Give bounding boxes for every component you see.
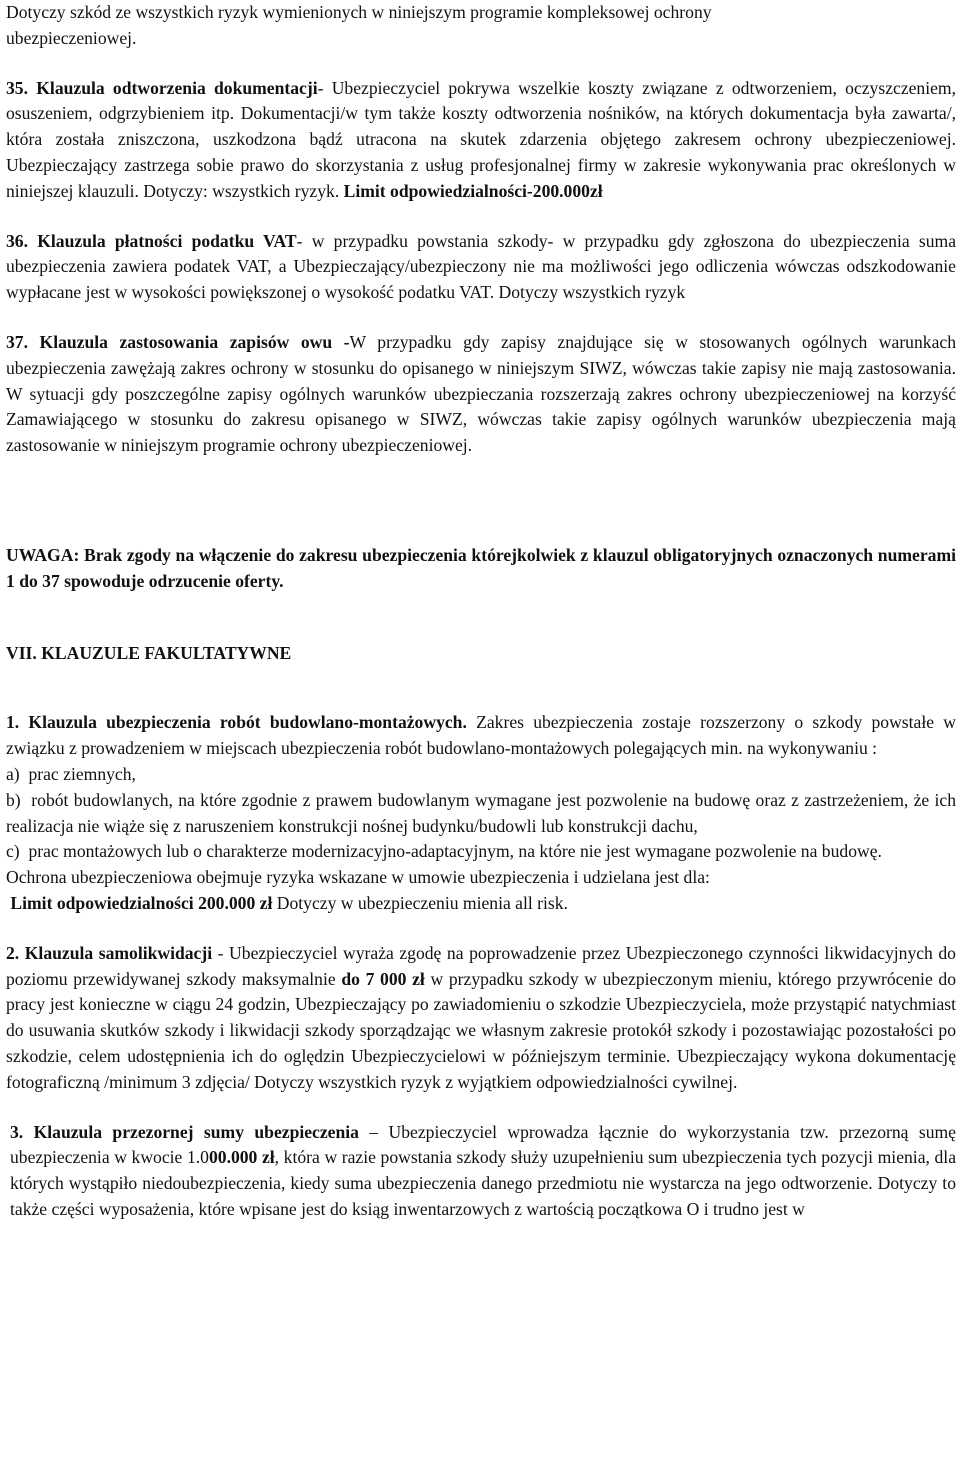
facultative-clause-1 — [6, 710, 956, 762]
facultative-clause-2-text1: - Ubezpieczyciel wyraża zgodę na poprowadzenie przez Ubezpieczonego czynności likwidacyjnych do poziomu przewidywanej szkody maksymalnie — [6, 942, 956, 989]
facultative-clause-1-item-c — [6, 839, 956, 865]
facultative-clause-1-item-b — [6, 788, 956, 840]
facultative-clause-1-limit-line — [6, 891, 956, 917]
clause-35-limit: Limit odpowiedzialności-200.000zł — [343, 180, 603, 201]
facultative-clause-3-amount: 00.000 zł — [208, 1147, 275, 1168]
facultative-clause-1-title: 1. Klauzula ubezpieczenia robót budowlano-montażowych. — [6, 712, 467, 733]
facultative-clause-2-title: 2. Klauzula samolikwidacji — [6, 942, 213, 963]
facultative-clause-1-text: Zakres ubezpieczenia zostaje rozszerzony o szkody powstałe w związku z prowadzeniem w miejscach ubezpieczenia robót budowlano-montażowych polegających min. na wykonywaniu : — [6, 712, 956, 759]
clause-37-text: W przypadku gdy zapisy znajdujące się w stosowanych ogólnych warunkach ubezpieczenia zawężają zakres ochrony w stosunku do opisanego w niniejszym SIWZ, wówczas takie zapisy nie mają zastosowania. W sytuacji gdy poszczególne zapisy ogólnych warunków ubezpieczania rozszerzają zakres ochrony ubezpieczeniowej na korzyść Zamawiającego w stosunku do zakresu opisanego w SIWZ, wówczas takie zapisy ogólnych warunków ubezpieczenia mają zastosowanie w niniejszym programie ochrony ubezpieczeniowej. — [6, 331, 956, 456]
clause-35-title: Klauzula odtworzenia dokumentacji — [36, 77, 318, 98]
clause-34-tail-line2: ubezpieczeniowej. — [6, 27, 137, 48]
clause-37-title: Klauzula zastosowania zapisów owu - — [39, 331, 350, 352]
item-c-label: c) — [6, 841, 20, 862]
uwaga-notice: UWAGA: Brak zgody na włączenie do zakresu ubezpieczenia którejkolwiek z klauzul obligatoryjnych oznaczonych numerami 1 do 37 spowoduje odrzucenie oferty. — [6, 544, 956, 591]
clause-36-number: 36. — [6, 230, 28, 251]
clause-35 — [6, 76, 956, 205]
clause-34-tail — [6, 0, 956, 52]
item-b-label: b) — [6, 789, 21, 810]
facultative-clause-2 — [6, 941, 956, 1096]
facultative-clause-3-title: 3. Klauzula przezornej sumy ubezpieczenia — [10, 1121, 359, 1142]
clause-36-title: Klauzula płatności podatku VAT — [37, 230, 297, 251]
facultative-clause-3-text2: , która w razie powstania szkody służy uzupełnieniu sum ubezpieczenia tych pozycji mienia, dla których wystąpiło niedoubezpieczenia, kiedy suma ubezpieczenia danego przedmiotu nie wystarcza na jego odtworzenie. Dotyczy to także części wyposażenia, które wpisane jest do ksiąg inwentarzowych z wartością początkowa O i trudno jest w — [10, 1147, 957, 1219]
clause-35-text: - Ubezpieczyciel pokrywa wszelkie koszty związane z odtworzeniem, oczyszczeniem, osuszeniem, odgrzybieniem itp. Dokumentacji/w tym także koszty odtworzenia nośników, na których dokumentacja była zawarta/, która została zniszczona, uszkodzona bądź utracona na skutek zdarzenia objętego zakresem ochrony ubezpieczeniowej. Ubezpieczający zastrzega sobie prawo do skorzystania z usług profesjonalnej firmy w zakresie wykonywania prac określonych w niniejszej klauzuli. Dotyczy: wszystkich ryzyk. — [6, 77, 957, 201]
item-b-text: robót budowlanych, na które zgodnie z prawem budowlanym wymagane jest pozwolenie na budowę oraz z zastrzeżeniem, że ich realizacja nie wiąże się z naruszeniem konstrukcji nośnej budynku/budowli lub konstrukcji dachu, — [6, 789, 957, 836]
facultative-clause-1-item-a — [6, 762, 956, 788]
facultative-clause-3 — [6, 1120, 956, 1223]
document-page — [6, 0, 956, 1223]
item-a-text: prac ziemnych, — [28, 763, 136, 784]
item-c-text: prac montażowych lub o charakterze modernizacyjno-adaptacyjnym, na które nie jest wymagane pozwolenie na budowę. — [28, 841, 882, 862]
clause-34-tail-line1: Dotyczy szkód ze wszystkich ryzyk wymienionych w niniejszym programie kompleksowej ochrony — [6, 2, 712, 22]
clause-36 — [6, 229, 956, 306]
clause-37 — [6, 330, 956, 459]
facultative-clause-2-amount: do 7 000 zł — [341, 968, 425, 989]
section-heading-facultative: VII. KLAUZULE FAKULTATYWNE — [6, 642, 292, 663]
facultative-clause-1-limit-rest: Dotyczy w ubezpieczeniu mienia all risk. — [276, 892, 568, 913]
item-a-label: a) — [6, 763, 20, 784]
clause-36-text: - w przypadku powstania szkody- w przypadku gdy zgłoszona do ubezpieczenia suma ubezpieczenia zawiera podatek VAT, a Ubezpieczający/ubezpieczony nie ma możliwości jego odliczenia wówczas odszkodowanie wypłacane jest w wysokości powiększonej o wysokość podatku VAT. Dotyczy wszystkich ryzyk — [6, 230, 956, 303]
facultative-clause-3-text1: – Ubezpieczyciel wprowadza łącznie do wykorzystania tzw. przezorną sumę ubezpieczenia w kwocie 1.0 — [10, 1121, 956, 1168]
clause-35-number: 35. — [6, 77, 28, 98]
facultative-clause-1-scope: Ochrona ubezpieczeniowa obejmuje ryzyka wskazane w umowie ubezpieczenia i udzielana jest dla: — [6, 867, 710, 888]
facultative-clause-1-limit: Limit odpowiedzialności 200.000 zł — [10, 892, 273, 913]
clause-37-number: 37. — [6, 331, 28, 352]
facultative-clause-2-text2: w przypadku szkody w ubezpieczonym mieniu, którego przywrócenie do pracy jest konieczne w ciągu 24 godzin, Ubezpieczający po zawiadomieniu o szkodzie Ubezpieczyciela, może przystąpić natychmiast do usuwania skutków szkody i likwidacji szkody sporządzając we własnym zakresie protokół szkody i pozostawiając pozostałości po szkodzie, celem udostępnienia ich do oględzin Ubezpieczycielowi w późniejszym terminie. Ubezpieczający wykona dokumentację fotograficzną /minimum 3 zdjęcia/ Dotyczy wszystkich ryzyk z wyjątkiem odpowiedzialności cywilnej. — [6, 968, 957, 1092]
